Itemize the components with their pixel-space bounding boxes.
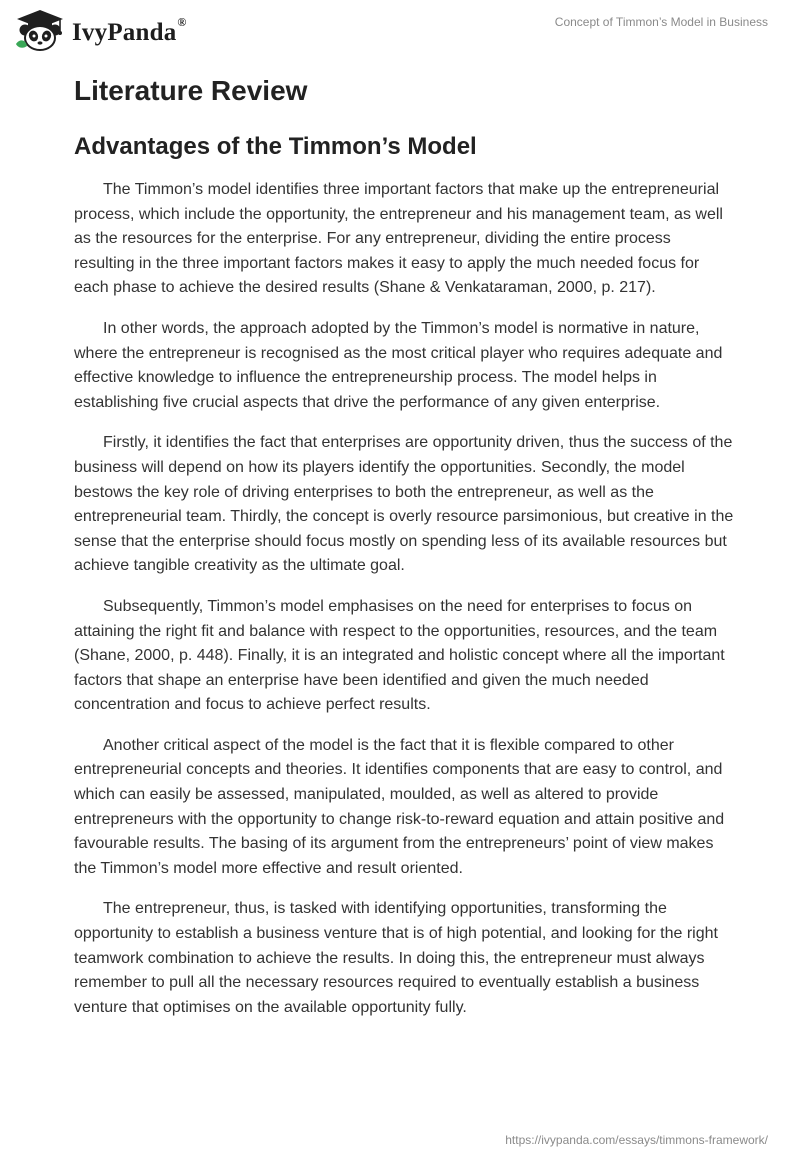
page-header — [0, 0, 800, 60]
source-url[interactable]: https://ivypanda.com/essays/timmons-framework/ — [505, 1133, 768, 1147]
subsection-title: Advantages of the Timmon’s Model — [74, 133, 477, 160]
paragraph-1: The Timmon’s model identifies three important factors that make up the entrepreneurial process, which include the opportunity, the entrepreneur and his management team, as well as the resources for the enterprise. For any entrepreneur, dividing the entire process resulting in the three important factors makes it easy to apply the much needed focus for each phase to achieve the desired results (Shane & Venkataraman, 2000, p. 217). — [74, 181, 723, 297]
registered-mark: ® — [177, 15, 187, 30]
paragraph-2: In other words, the approach adopted by the Timmon’s model is normative in nature, where the entrepreneur is recognised as the most critical player who requires adequate and effective knowledge to influence the entrepreneurship process. The model helps in establishing five crucial aspects that drive the performance of any given enterprise. — [74, 319, 723, 411]
brand-logo[interactable] — [14, 8, 187, 52]
brand-name: IvyPanda® — [72, 15, 187, 46]
running-title: Concept of Timmon’s Model in Business — [554, 15, 768, 29]
article-body — [74, 178, 734, 1020]
paragraph-4: Subsequently, Timmon’s model emphasises on the need for enterprises to focus on attaining the right fit and balance with respect to the opportunities, resources, and the team (Shane, 2000, p. 448). Finally, it is an integrated and holistic concept where all the important factors that shape an enterprise have been identified and given the much needed concentration and focus to achieve perfect results. — [74, 597, 725, 714]
article-content — [74, 74, 734, 1036]
section-title: Literature Review — [74, 75, 308, 106]
paragraph-6: The entrepreneur, thus, is tasked with identifying opportunities, transforming the opportunity to establish a business venture that is of high potential, and looking for the right teamwork combination to achieve the results. In doing this, the entrepreneur must always remember to pull all the necessary resources required to eventually establish a business venture that optimises on the available opportunity fully. — [74, 900, 718, 1016]
panda-graduation-cap-icon — [14, 8, 66, 52]
paragraph-3: Firstly, it identifies the fact that enterprises are opportunity driven, thus the success of the business will depend on how its players identify the opportunities. Secondly, the model bestows the key role of driving enterprises to both the entrepreneur, as well as the entrepreneurial team. Thirdly, the concept is overly resource parsimonious, but creative in the sense that the enterprise should focus mostly on spending less of its available resources but achieve tangible creativity as the ultimate goal. — [74, 434, 734, 575]
paragraph-5: Another critical aspect of the model is the fact that it is flexible compared to other entrepreneurial concepts and theories. It identifies components that are easy to control, and which can easily be assessed, manipulated, moulded, as well as altered to provide entrepreneurs with the opportunity to change risk-to-reward equation and attain positive and favourable results. The basing of its argument from the entrepreneurs’ point of view makes the Timmon’s model more effective and result oriented. — [74, 736, 725, 877]
